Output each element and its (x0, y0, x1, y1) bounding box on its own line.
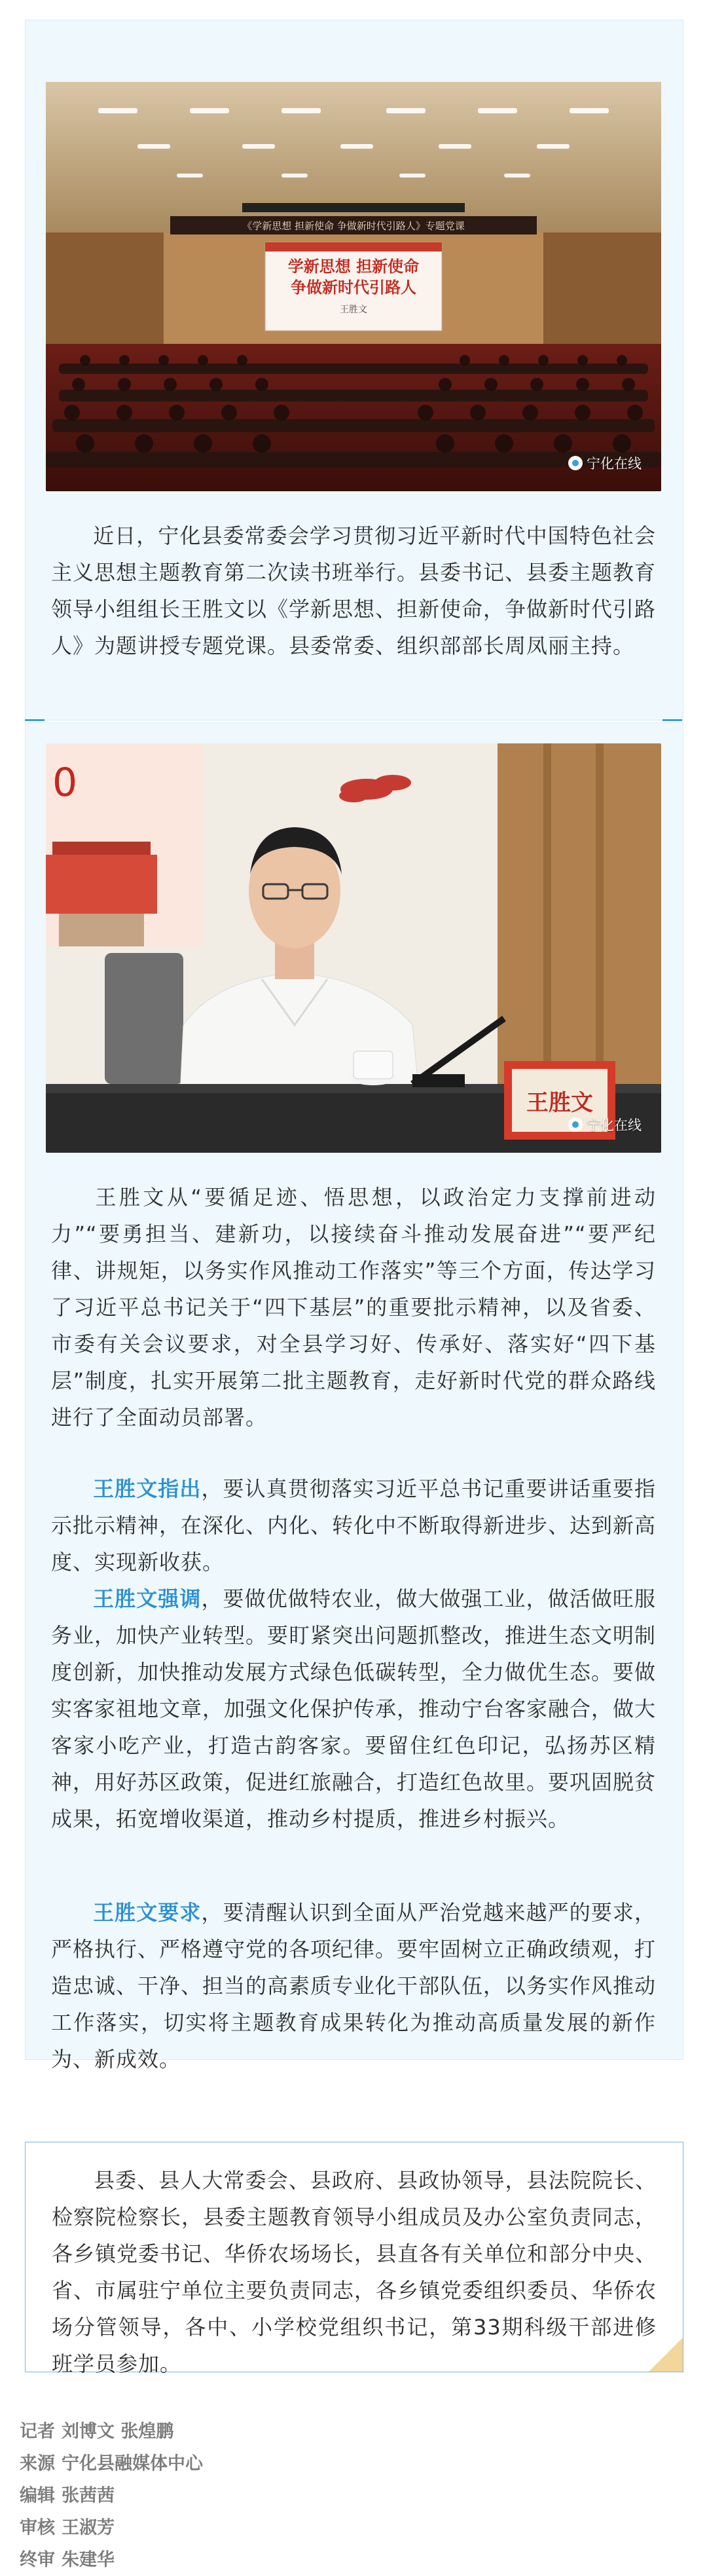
screen-speaker: 王胜文 (340, 305, 367, 315)
paragraph-intro: 近日，宁化县委常委会学习贯彻习近平新时代中国特色社会主义思想主题教育第二次读书班举行。县委书记、县委主题教育领导小组组长王胜文以《学新思想、担新使命，争做新时代引路人》为题讲授专题党课。县委常委、组织部部长周凤丽主持。 (51, 523, 657, 658)
screen-partial-text: 0 (52, 760, 78, 806)
speaker-photo[interactable] (46, 743, 661, 1153)
watermark-text: 宁化在线 (587, 456, 642, 472)
nameplate: 王胜文 (526, 1090, 593, 1116)
credit-reporter: 记者 刘博文 张煌鹏 (20, 2421, 174, 2442)
paragraph-speech: 王胜文从“要循足迹、悟思想，以政治定力支撑前进动力”“要勇担当、建新功，以接续奋斗推动发展奋进”“要严纪律、讲规矩，以务实作风推动工作落实”等三个方面，传达学习了习近平总书记关于“四下基层”的重要批示精神，以及省委、市委有关会议要求，对全县学习好、传承好、落实好“四下基层”制度，扎实开展第二批主题教育，走好新时代党的群众路线进行了全面动员部署。 (51, 1185, 656, 1430)
credit-editor: 编辑 张茜茜 (20, 2486, 115, 2506)
attendees-box (25, 2142, 683, 2376)
frame-decoration (25, 719, 45, 721)
credit-reviewer: 审核 王淑芳 (20, 2518, 115, 2538)
credits (20, 2416, 203, 2576)
wechat-icon (568, 456, 583, 470)
screen-line-2: 争做新时代引路人 (291, 278, 416, 297)
wechat-icon (568, 1117, 583, 1132)
speaker-illustration (46, 743, 661, 1153)
paragraph-attendees: 县委、县人大常委会、县政府、县政协领导，县法院院长、检察院检察长，县委主题教育领导小组成员及办公室负责同志，各乡镇党委书记、华侨农场场长，县直各有关单位和部分中央、省、市属驻宁单位主要负责同志，各乡镇党委组织委员、华侨农场分管领导，各中、小学校党组织书记，第33期科级干部进修班学员参加。 (52, 2168, 657, 2376)
meeting-hall-illustration (46, 82, 661, 491)
credit-source: 来源 宁化县融媒体中心 (20, 2454, 203, 2474)
watermark (568, 453, 642, 473)
screen-line-1: 学新思想 担新使命 (287, 257, 420, 276)
paragraph-emphasized: 王胜文强调，要做优做特农业，做大做强工业，做活做旺服务业，加快产业转型。要盯紧突出问题抓整改，推进生态文明制度创新，加快推动发展方式绿色低碳转型，全力做优生态。要做实客家祖地文章，加强文化保护传承，推动宁台客家融合，做大客家小吃产业，打造古韵客家。要留住红色印记，弘扬苏区精神，用好苏区政策，促进红旅融合，打造红色故里。要巩固脱贫成果，拓宽增收渠道，推动乡村提质，推进乡村振兴。 (51, 1586, 657, 1831)
highlight-lead: 王胜文要求 (93, 1900, 202, 1925)
corner-decoration (649, 2338, 683, 2372)
highlight-lead: 王胜文指出 (93, 1476, 202, 1501)
watermark (568, 1115, 642, 1134)
credit-final-reviewer: 终审 朱建华 (20, 2550, 115, 2570)
paragraph-pointed-out: 王胜文指出，要认真贯彻落实习近平总书记重要讲话重要指示批示精神，在深化、内化、转化中不断取得新进步、达到新高度、实现新收获。 (51, 1476, 657, 1575)
watermark-text: 宁化在线 (587, 1117, 642, 1133)
top-strip (0, 0, 707, 20)
banner-title: 《学新思想 担新使命 争做新时代引路人》专题党课 (242, 220, 465, 232)
highlight-lead: 王胜文强调 (93, 1586, 202, 1611)
meeting-hall-photo[interactable] (46, 82, 661, 491)
paragraph-required: 王胜文要求，要清醒认识到全面从严治党越来越严的要求，严格执行、严格遵守党的各项纪律。要牢固树立正确政绩观，打造忠诚、干净、担当的高素质专业化干部队伍，以务实作风推动工作落实，切实将主题教育成果转化为推动高质量发展的新作为、新成效。 (51, 1900, 657, 2072)
frame-decoration (662, 719, 682, 721)
